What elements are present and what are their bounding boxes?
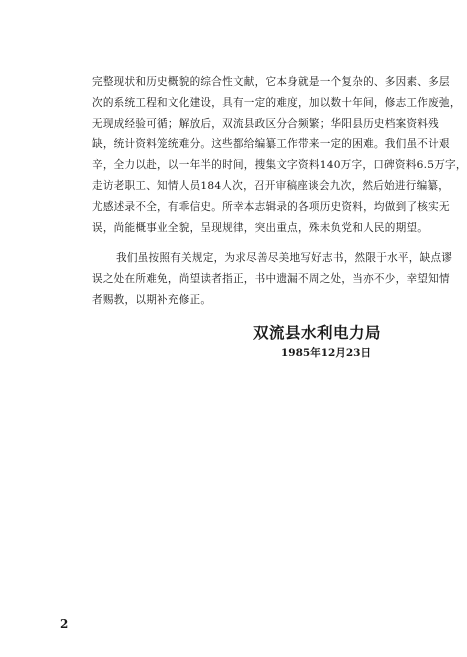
- text-line: 我们虽按照有关规定，为求尽善尽美地写好志书，然限于水平，缺点谬: [116, 252, 453, 265]
- text-line: 走访老职工、知情人员184人次，召开审稿座谈会九次，然后始进行编纂，: [92, 179, 450, 192]
- body-text: [92, 72, 467, 311]
- text-line: 缺，统计资料笼统难分。这些都给编纂工作带来一定的困难。我们虽不计艰: [92, 138, 450, 151]
- signature-organization: 双流县水利电力局: [253, 323, 382, 342]
- page-number: 2: [60, 617, 69, 631]
- text-line: 误，尚能概事业全貌，呈现规律，突出重点，殊未负党和人民的期望。: [92, 221, 429, 234]
- signature-date: 1985年12月23日: [281, 347, 371, 359]
- text-line: 误之处在所难免，尚望读者指正，书中遗漏不周之处，当亦不少，幸望知情: [92, 273, 450, 286]
- text-line: 尤感述录不全，有乖信史。所幸本志辑录的各项历史资料，均做到了核实无: [92, 200, 450, 213]
- text-line: 辛，全力以赴，以一年半的时间，搜集文字资料140万字，口碑资料6.5万字，: [92, 159, 467, 172]
- text-line: 次的系统工程和文化建设，具有一定的难度，加以数十年间，修志工作废弛，: [92, 96, 461, 109]
- text-line: 者赐教，以期补充修正。: [92, 293, 212, 306]
- text-line: 无现成经验可循；解放后，双流县政区分合频繁；华阳县历史档案资料残: [92, 117, 439, 130]
- text-line: 完整现状和历史概貌的综合性文献，它本身就是一个复杂的、多因素、多层: [92, 76, 450, 88]
